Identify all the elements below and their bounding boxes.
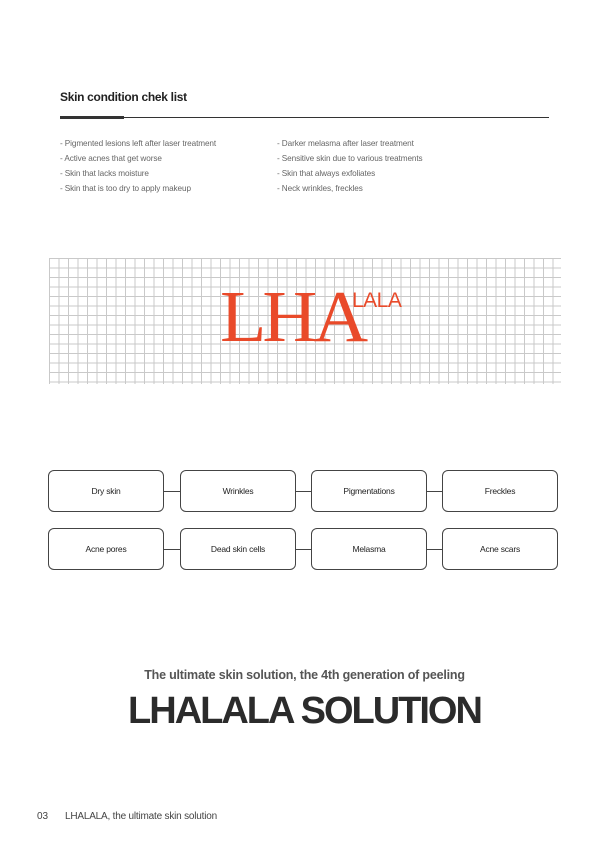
tag-connector bbox=[427, 491, 443, 492]
checklist-item: - Pigmented lesions left after laser treatment bbox=[60, 139, 217, 148]
tag-connector bbox=[296, 491, 312, 492]
hero-subtitle: The ultimate skin solution, the 4th generation of peeling bbox=[144, 668, 465, 682]
tag-connector bbox=[296, 549, 312, 550]
checklist-item: - Sensitive skin due to various treatments bbox=[277, 154, 423, 163]
checklist-item: - Darker melasma after laser treatment bbox=[277, 139, 414, 148]
section-divider bbox=[60, 117, 549, 118]
section-divider-accent bbox=[60, 116, 124, 119]
tag-connector bbox=[164, 549, 180, 550]
page-number: 03 bbox=[37, 811, 49, 822]
tag-melasma: Melasma bbox=[311, 528, 427, 570]
checklist-item: - Active acnes that get worse bbox=[60, 154, 162, 163]
footer-text: LHALALA, the ultimate skin solution bbox=[65, 811, 217, 822]
checklist-item: - Skin that always exfoliates bbox=[277, 169, 376, 178]
brand-logo-main: LHA bbox=[220, 276, 365, 358]
hero-headline: LHALALA SOLUTION bbox=[128, 690, 481, 732]
tag-acne-pores: Acne pores bbox=[48, 528, 164, 570]
checklist-item: - Skin that is too dry to apply makeup bbox=[60, 184, 191, 193]
checklist-left bbox=[60, 136, 216, 196]
section-title: Skin condition chek list bbox=[60, 90, 187, 104]
tag-wrinkles: Wrinkles bbox=[180, 470, 296, 512]
tag-dry-skin: Dry skin bbox=[48, 470, 164, 512]
tag-connector bbox=[427, 549, 443, 550]
tag-pigmentations: Pigmentations bbox=[311, 470, 427, 512]
checklist-item: - Skin that lacks moisture bbox=[60, 169, 149, 178]
checklist-right bbox=[277, 136, 423, 196]
tag-freckles: Freckles bbox=[442, 470, 558, 512]
brand-logo-sub: LALA bbox=[352, 289, 402, 312]
tag-acne-scars: Acne scars bbox=[442, 528, 558, 570]
tag-dead-skin-cells: Dead skin cells bbox=[180, 528, 296, 570]
tag-connector bbox=[164, 491, 180, 492]
checklist-item: - Neck wrinkles, freckles bbox=[277, 184, 363, 193]
